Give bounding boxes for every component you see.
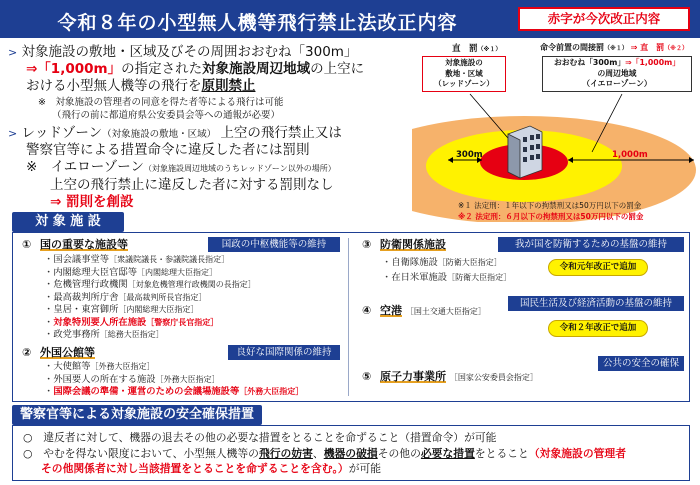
measure-2-cont: その他関係者に対し当該措置をとることを命ずることを含む。）が可能 <box>41 462 382 475</box>
penalty-note-2: ※２ 法定刑：６月以下の拘禁刑又は50万円以下の罰金 <box>458 212 644 221</box>
p2-text-2: 警察官等による措置命令に違反した者には罰則 <box>26 142 310 158</box>
category-5-title: ⑤ 原子力事業所 ［国家公安委員会指定］ <box>362 370 538 383</box>
p2-new-penalty: ⇒ 罰則を創設 <box>50 194 134 210</box>
measure-1: ○ 違反者に対して、機器の退去その他の必要な措置をとることを命ずること（措置命令）が可能 <box>23 431 497 444</box>
category-3-added-badge: 令和元年改正で追加 <box>548 259 648 276</box>
facility-item: ・ 危機管理行政機関［対象危機管理行政機関の長指定］ <box>44 279 340 292</box>
triangle-bullet-icon: > <box>8 46 18 59</box>
red-zone-box: 対象施設の 敷地・区域 （レッドゾーン） <box>422 56 506 92</box>
facility-item: ・ 国際会議の準備・運営のための会議場施設等［外務大臣指定］ <box>44 386 340 399</box>
page-title: 令和８年の小型無人機等飛行禁止法改正内容 <box>57 12 458 34</box>
indirect-penalty-label: 命令前置の間接罰（※１） ⇒ 直 罰（※２） <box>540 43 688 52</box>
zone-diagram <box>412 42 697 222</box>
red-text-legend-badge: 赤字が今次改正内容 <box>518 7 690 31</box>
p2-text-3: 上空の飛行禁止に違反した者に対する罰則なし <box>50 177 334 193</box>
facility-item: ・ 自衛隊施設［防衛大臣指定］ <box>382 255 684 270</box>
facility-item: ・ 皇居・東宮御所［内閣総理大臣指定］ <box>44 304 340 317</box>
p1-text-2: の上空に <box>310 61 365 77</box>
column-divider <box>348 238 349 396</box>
distance-1000m: 1,000m <box>612 150 648 160</box>
category-2-label: 良好な国際関係の維持 <box>228 345 340 360</box>
category-3-title: ③ 防衛関係施設 <box>362 238 446 251</box>
penalty-note-1: ※１ 法定刑：１年以下の拘禁刑又は50万円以下の罰金 <box>458 201 642 210</box>
p2-red-zone: レッドゾーン <box>21 125 103 141</box>
category-4-added-badge: 令和２年改正で追加 <box>548 320 648 337</box>
p1-line1: 対象施設の敷地・区域及びその周囲おおむね「300m」 <box>21 44 358 60</box>
p1-note-2: （飛行の前に都道府県公安委員会等への通報が必要） <box>52 110 281 121</box>
p1-bold-area: 対象施設周辺地域 <box>202 61 311 77</box>
category-2-list <box>22 361 340 399</box>
distance-300m: 300m <box>456 150 483 160</box>
category-1 <box>22 236 340 342</box>
facility-item: ・ 政党事務所［総務大臣指定］ <box>44 329 340 342</box>
p1-prohibition: 原則禁止 <box>201 78 256 94</box>
safety-measures-box <box>12 425 690 481</box>
point-2 <box>8 125 408 211</box>
measure-2: ○ やむを得ない限度において、小型無人機等の飛行の妨害、機器の破損その他の必要な措置をとること（対象施設の管理者 <box>23 446 627 460</box>
point-1 <box>8 44 408 122</box>
category-4-label: 国民生活及び経済活動の基盤の維持 <box>508 296 684 311</box>
p1-text: の指定された <box>121 61 203 77</box>
category-2-title: ② 外国公館等 <box>22 346 95 359</box>
yellow-zone-box: おおむね「300m」⇒「1,000m」 の周辺地域 （イエローゾーン） <box>542 56 692 92</box>
category-4 <box>362 298 684 333</box>
p2-yellow-zone: ※ イエローゾーン <box>26 159 144 175</box>
triangle-bullet-icon: > <box>8 127 18 140</box>
category-1-list <box>22 254 340 342</box>
facility-item: ・ 大使館等［外務大臣指定］ <box>44 361 340 374</box>
safety-measures-tab: 警察官等による対象施設の安全確保措置 <box>12 405 262 425</box>
category-4-title: ④ 空港 ［国土交通大臣指定］ <box>362 304 486 317</box>
facility-item: ・ 内閣総理大臣官邸等［内閣総理大臣指定］ <box>44 267 340 280</box>
p2-yellow-zone-desc: （対象施設周辺地域のうちレッドゾーン以外の場所） <box>143 164 336 173</box>
p2-text: 上空の飛行禁止又は <box>220 125 342 141</box>
p1-distance-change: ⇒「1,000m」 <box>26 61 122 77</box>
building-icon <box>508 126 542 178</box>
facility-item: ・ 対象特別要人所在施設［警察庁長官指定］ <box>44 317 340 330</box>
facility-item: ・ 最高裁判所庁舎［最高裁判所長官指定］ <box>44 292 340 305</box>
facility-item: ・ 在日米軍施設［防衛大臣指定］ <box>382 270 684 285</box>
category-5-label: 公共の安全の確保 <box>598 356 684 371</box>
category-5 <box>362 358 684 384</box>
category-3-label: 我が国を防衛するための基盤の維持 <box>498 237 684 252</box>
category-3 <box>362 236 684 285</box>
category-1-label: 国政の中枢機能等の維持 <box>208 237 340 252</box>
p2-red-zone-desc: （対象施設の敷地・区域） <box>102 129 217 140</box>
category-2 <box>22 344 340 399</box>
direct-penalty-label: 直 罰（※１） <box>452 44 502 54</box>
category-1-title: ① 国の重要な施設等 <box>22 238 128 251</box>
facility-item: ・ 国会議事堂等［衆議院議長・参議院議長指定］ <box>44 254 340 267</box>
p1-note-1: ※ 対象施設の管理者の同意を得た者等による飛行は可能 <box>38 97 284 108</box>
facilities-tab: 対 象 施 設 <box>12 212 124 232</box>
p1-text-3: おける小型無人機等の飛行を <box>26 78 202 94</box>
facility-item: ・ 外国要人の所在する施設［外務大臣指定］ <box>44 374 340 387</box>
